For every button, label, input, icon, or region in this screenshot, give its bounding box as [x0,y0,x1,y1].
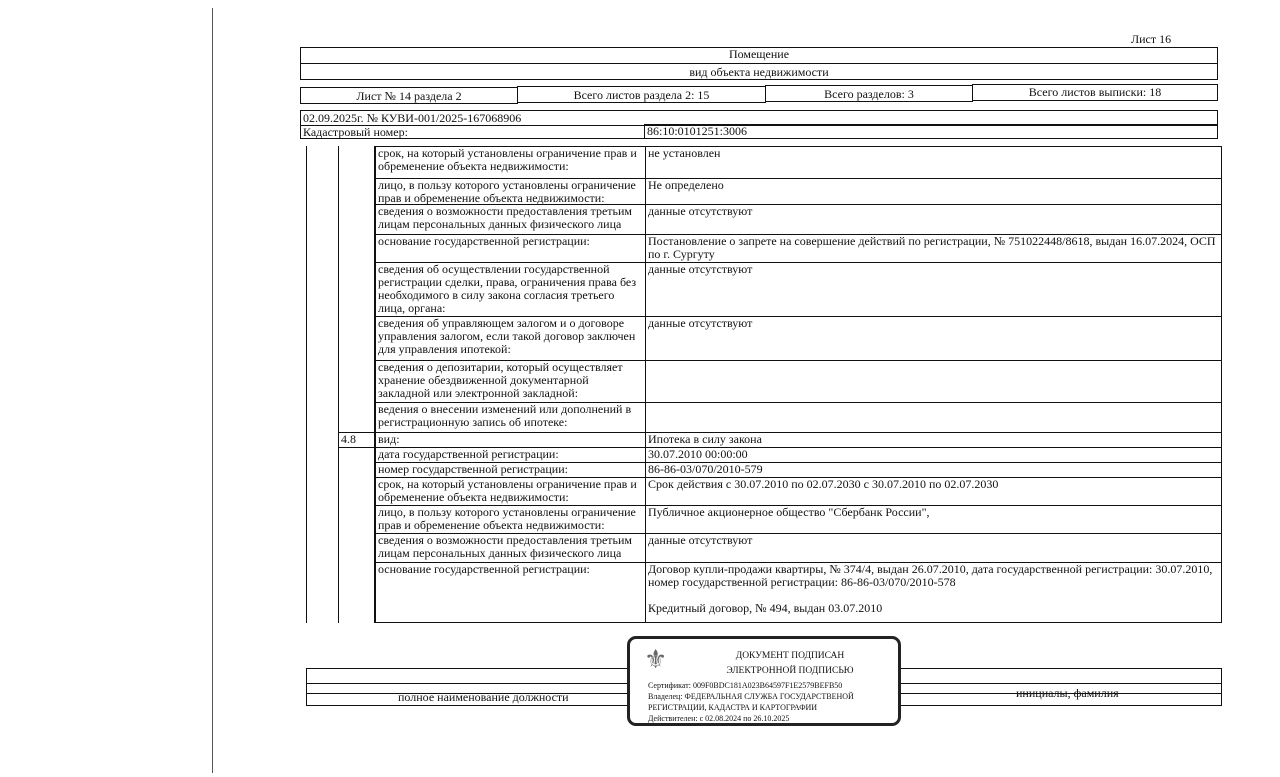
stamp-line2: ЭЛЕКТРОННОЙ ПОДПИСЬЮ [726,666,854,676]
row-number [338,262,375,317]
row-value [645,360,1222,403]
row-value: данные отсутствуют [645,262,1222,317]
object-kind-caption: вид объекта недвижимости [300,63,1218,80]
row-value: данные отсутствуют [645,533,1222,563]
row-value: данные отсутствуют [645,316,1222,361]
row-label: сведения о возможности предоставления третьим лицам персональных данных физического лица [375,204,646,235]
total-sheets-extract: Всего листов выписки: 18 [972,84,1218,101]
stamp-validity: Действителен: с 02.08.2024 по 26.10.2025 [648,714,790,723]
row-number [338,360,375,403]
row-label: основание государственной регистрации: [375,234,646,263]
row-label: срок, на который установлены ограничение прав и обременение объекта недвижимости: [375,477,646,506]
row-value: не установлен [645,146,1222,179]
row-value: Договор купли-продажи квартиры, № 374/4, выдан 26.07.2010, дата государственной регистрации: 30.07.2010, номер государственной регистрации: 86-86-03/070/2010-578 Кредитный договор, № 494, выдан 03.07.2010 [645,562,1222,623]
total-sheets-section: Всего листов раздела 2: 15 [517,86,766,103]
row-label: лицо, в пользу которого установлены ограничение прав и обременение объекта недвижимости: [375,178,646,205]
row-number [338,477,375,506]
row-value: Постановление о запрете на совершение действий по регистрации, № 751022448/8618, выдан 16.07.2024, ОСП по г. Сургуту [645,234,1222,263]
object-name: Помещение [300,47,1218,64]
row-label: вид: [375,432,646,448]
row-label: лицо, в пользу которого установлены ограничение прав и обременение объекта недвижимости: [375,505,646,534]
emblem-icon: ⚜ [644,645,668,674]
row-number: 4.8 [338,432,375,448]
row-number [338,234,375,263]
row-label: дата государственной регистрации: [375,447,646,463]
cadastral-label: Кадастровый номер: [300,125,645,139]
row-value: 86-86-03/070/2010-579 [645,462,1222,478]
row-label: номер государственной регистрации: [375,462,646,478]
stamp-certificate: Сертификат: 009F0BDC181A023B64597F1E2579BEFB50 [648,681,843,690]
row-value: Срок действия с 30.07.2010 по 02.07.2030 с 30.07.2010 по 02.07.2030 [645,477,1222,506]
sheet-of-section: Лист № 14 раздела 2 [300,87,518,104]
row-number [338,316,375,361]
stamp-line1: ДОКУМЕНТ ПОДПИСАН [735,651,845,661]
total-sections: Всего разделов: 3 [765,85,973,102]
row-label: ведения о внесении изменений или дополнений в регистрационную запись об ипотеке: [375,402,646,433]
row-value: Не определено [645,178,1222,205]
row-value: Ипотека в силу закона [645,432,1222,448]
row-value [645,402,1222,433]
row-number [338,447,375,463]
stamp-owner2: РЕГИСТРАЦИИ, КАДАСТРА И КАРТОГРАФИИ [648,703,818,712]
row-number [338,562,375,623]
position-caption: полное наименование должности [398,690,569,704]
row-number [338,146,375,179]
outer-column [306,146,339,623]
row-value: данные отсутствуют [645,204,1222,235]
stamp-owner: Владелец: ФЕДЕРАЛЬНАЯ СЛУЖБА ГОСУДАРСТВЕНОЙ [648,692,854,701]
row-label: срок, на который установлены ограничение прав и обременение объекта недвижимости: [375,146,646,179]
row-number [338,462,375,478]
cadastral-value: 86:10:0101251:3006 [644,124,1218,139]
row-number [338,505,375,534]
row-number [338,533,375,563]
row-number [338,204,375,235]
electronic-signature-stamp [627,636,901,726]
row-label: сведения об управляющем залогом и о договоре управления залогом, если такой договор заключен для управления ипотекой: [375,316,646,361]
date-number: 02.09.2025г. № КУВИ-001/2025-167068906 [300,110,1218,126]
row-number [338,402,375,433]
margin-line [212,8,213,773]
row-label: сведения о возможности предоставления третьим лицам персональных данных физического лица [375,533,646,563]
row-label: основание государственной регистрации: [375,562,646,623]
name-caption: инициалы, фамилия [1016,686,1119,700]
sheet-label: Лист 16 [1131,32,1172,46]
row-label: сведения об осуществлении государственной регистрации сделки, права, ограничения права без необходимого в силу закона согласия третьего лица, органа: [375,262,646,317]
row-number [338,178,375,205]
row-label: сведения о депозитарии, который осуществляет хранение обездвиженной документарной закладной или электронной закладной: [375,360,646,403]
row-value: Публичное акционерное общество "Сбербанк России", [645,505,1222,534]
row-value: 30.07.2010 00:00:00 [645,447,1222,463]
